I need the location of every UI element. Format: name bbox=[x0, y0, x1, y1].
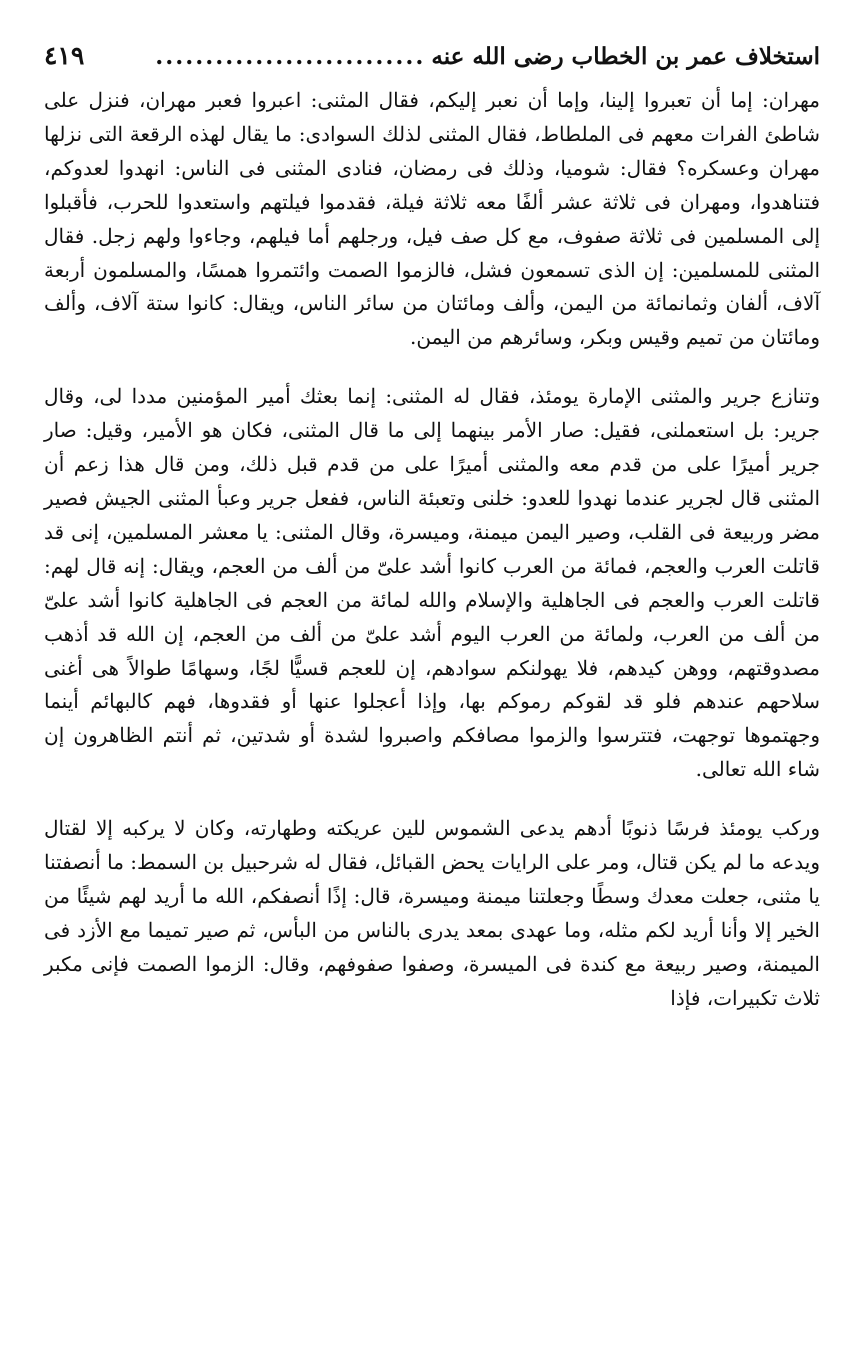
dot-leader: ........................... bbox=[155, 43, 426, 70]
page-body bbox=[44, 84, 820, 1016]
chapter-title: استخلاف عمر بن الخطاب رضى الله عنه bbox=[431, 43, 820, 70]
running-header bbox=[44, 28, 820, 84]
paragraph: مهران: إما أن تعبروا إلينا، وإما أن نعبر إليكم، فقال المثنى: اعبروا فعبر مهران، فنزل على شاطئ الفرات معهم فى الملطاط، فقال المثنى لذلك السوادى: ما يقال لهذه الرقعة التى نزلها مهران وعسكره؟ فقال: شوميا، وذلك فى رمضان، فنادى المثنى فى الناس: انهدوا لعدوكم، فتناهدوا، ومهران فى ثلاثة عشر ألفًا معه ثلاثة فيلة، فقدموا فيلتهم واستعدوا للحرب، فأقبلوا إلى المسلمين فى ثلاثة صفوف، مع كل صف فيل، ورجلهم أما فيلهم، وجاءوا ولهم زجل. فقال المثنى للمسلمين: إن الذى تسمعون فشل، فالزموا الصمت وائتمروا همسًا، والمسلمون أربعة آلاف، ألفان وثمانمائة من اليمن، وألف ومائتان من سائر الناس، ويقال: كانوا ستة آلاف، وألف ومائتان من تميم وقيس وبكر، وسائرهم من اليمن. bbox=[44, 88, 820, 350]
page-number: ٤١٩ bbox=[44, 41, 85, 70]
book-page bbox=[44, 28, 820, 1348]
paragraph: وركب يومئذ فرسًا ذنوبًا أدهم يدعى الشموس للين عريكته وطهارته، وكان لا يركبه إلا لقتال ويدعه ما لم يكن قتال، ومر على الرايات يحض القبائل، فقال له شرحبيل بن السمط: ما أنصفتنا يا مثنى، جعلت معدك وسطًا وجعلتنا ميمنة وميسرة، قال: إذًا أنصفكم، الله ما أريد لهم شيئًا من الخير إلا وأنا أريد لكم مثله، وما عهدى بمعد يدرى بالناس من البأس، ثم صير تميما مع الأزد فى الميمنة، وصير ربيعة مع كندة فى الميسرة، وصفوا صفوفهم، وقال: الزموا الصمت فإنى مكبر ثلاث تكبيرات، فإذا bbox=[44, 816, 820, 1010]
paragraph: وتنازع جرير والمثنى الإمارة يومئذ، فقال له المثنى: إنما بعثك أمير المؤمنين مددا لى، وقال جرير: بل استعملنى، فقيل: صار الأمر بينهما إلى ما قال المثنى، فكان هو الأمير، وقيل: صار جرير أميرًا على من قدم معه والمثنى أميرًا على من قدم قبل ذلك، ومن قال هذا زعم أن المثنى قال لجرير عندما نهدوا للعدو: خلنى وتعبئة الناس، ففعل جرير وعبأ المثنى الجيش فصير مضر وربيعة فى القلب، وصير اليمن ميمنة، وميسرة، وقال المثنى: يا معشر المسلمين، إنى قد قاتلت العرب والعجم، فمائة من العرب كانوا أشد علىّ من ألف من العجم، ويقال: إنه قال لهم: قاتلت العرب والعجم فى الجاهلية والإسلام والله لمائة من العجم فى الجاهلية كانوا أشد علىّ من ألف من العرب، ولمائة من العرب اليوم أشد علىّ من ألف من العجم، إن الله قد أذهب مصدوقتهم، ووهن كيدهم، فلا يهولنكم سوادهم، إن للعجم قسيًّا لجًا، وسهامًا طوالاً هى أغنى سلاحهم عندهم فلو قد لقوكم رموكم بها، وإذا أعجلوا عنها أو فقدوها، فهم كالبهائم أينما وجهتموها توجهت، فتترسوا والزموا مصافكم واصبروا لشدة أو شدتين، ثم أنتم الظاهرون إن شاء الله تعالى. bbox=[44, 384, 820, 782]
